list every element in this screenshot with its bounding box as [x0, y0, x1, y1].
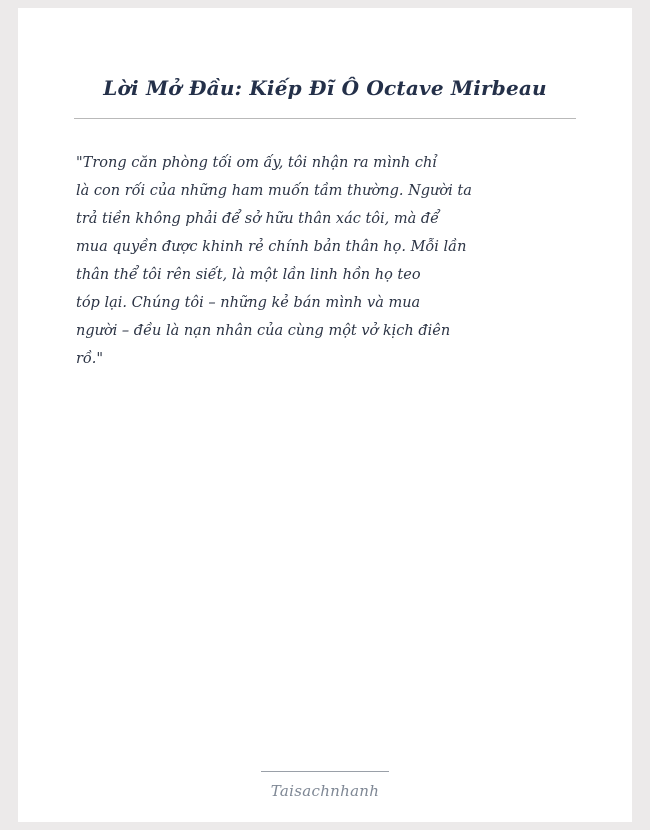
body-line: thân thể tôi rên siết, là một lần linh hồn họ teo — [76, 267, 421, 283]
document-page — [18, 8, 632, 822]
body-line: mua quyền được khinh rẻ chính bản thân họ. Mỗi lần — [76, 239, 467, 255]
document-body — [18, 119, 516, 373]
body-line: là con rối của những ham muốn tầm thường. Người ta — [76, 183, 472, 199]
page-title: Lời Mở Đầu: Kiếp Đĩ Ô Octave Mirbeau — [103, 76, 547, 100]
page-footer — [18, 771, 632, 800]
body-line: người – đều là nạn nhân của cùng một vở kịch điên — [76, 323, 451, 339]
body-line: "Trong căn phòng tối om ấy, tôi nhận ra mình chỉ — [76, 155, 437, 171]
footer-attribution: Taisachnhanh — [270, 782, 380, 800]
footer-divider — [261, 771, 389, 772]
body-line: rồ." — [76, 351, 104, 367]
body-line: tóp lại. Chúng tôi – những kẻ bán mình và mua — [76, 295, 421, 311]
body-line: trả tiền không phải để sở hữu thân xác tôi, mà để — [76, 211, 440, 227]
